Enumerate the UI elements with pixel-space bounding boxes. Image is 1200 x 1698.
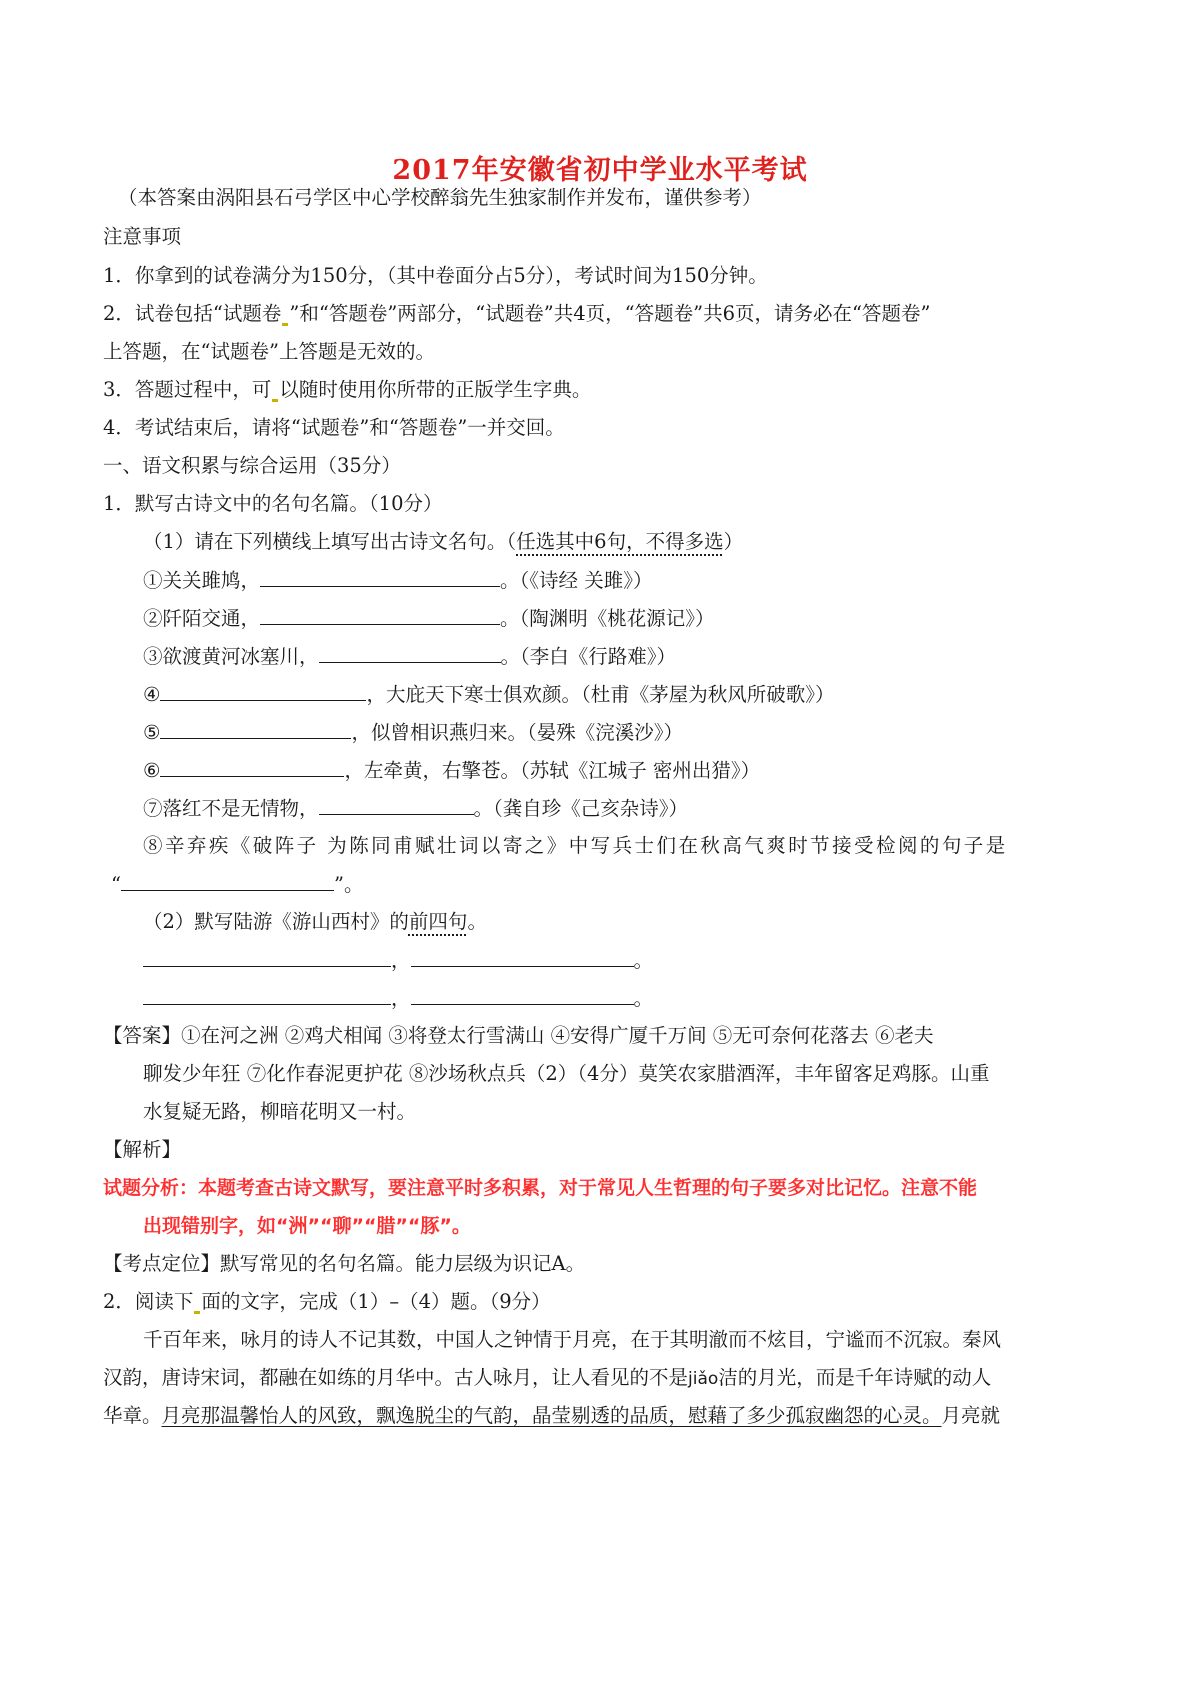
note-2-cont: 上答题，在“试题卷”上答题是无效的。 xyxy=(103,340,435,363)
question-1-part-2: （2）默写陆游《游山西村》的前四句。 xyxy=(143,910,487,933)
underlined-sentence: 月亮那温馨怡人的风致，飘逸脱尘的气韵，晶莹剔透的品质，慰藉了多少孤寂幽怨的心灵。 xyxy=(161,1404,942,1427)
note-1: 1．你拿到的试卷满分为150分，（其中卷面分占5分），考试时间为150分钟。 xyxy=(103,264,768,287)
note-3: 3．答题过程中，可 以随时使用你所带的正版学生字典。 xyxy=(103,378,592,401)
emphasis-text: 任选其中6句，不得多选 xyxy=(516,530,724,553)
answer-blank[interactable] xyxy=(160,682,366,701)
answer-blank[interactable] xyxy=(121,872,334,891)
subtitle: （本答案由涡阳县石弓学区中心学校醉翁先生独家制作并发布，谨供参考） xyxy=(118,186,762,209)
section-1-heading: 一、语文积累与综合运用（35分） xyxy=(103,454,401,477)
answer-blank[interactable] xyxy=(260,568,500,587)
answer-blank[interactable] xyxy=(411,948,634,967)
answer-line-1: 【答案】①在河之洲 ②鸡犬相闻 ③将登太行雪满山 ④安得广厦千万间 ⑤无可奈何花落去 ⑥老夫 xyxy=(103,1024,934,1047)
fill-item-4: ④ ，大庇天下寒士俱欢颜。（杜甫《茅屋为秋风所破歌》） xyxy=(143,683,835,706)
answer-blank[interactable] xyxy=(319,796,474,815)
question-1-part-1: （1）请在下列横线上填写出古诗文名句。（任选其中6句，不得多选） xyxy=(143,530,744,553)
answer-blank[interactable] xyxy=(319,644,501,663)
answer-blank[interactable] xyxy=(411,986,634,1005)
answer-blank[interactable] xyxy=(143,986,391,1005)
answer-blank[interactable] xyxy=(160,720,351,739)
poem-blank-line-1: ， 。 xyxy=(143,948,653,973)
fill-item-7: ⑦落红不是无情物， 。（龚自珍《己亥杂诗》） xyxy=(143,797,689,820)
note-4: 4．考试结束后，请将“试题卷”和“答题卷”一并交回。 xyxy=(103,416,565,439)
passage-line-1: 千百年来，咏月的诗人不记其数，中国人之钟情于月亮，在于其明澈而不炫目，宁谧而不沉寂。秦风 xyxy=(143,1328,1002,1351)
page-title: 2017年安徽省初中学业水平考试 xyxy=(392,155,808,186)
answer-line-2: 聊发少年狂 ⑦化作春泥更护花 ⑧沙场秋点兵（2）（4分）莫笑农家腊酒浑，丰年留客足鸡豚。山重 xyxy=(143,1062,990,1085)
fill-item-3: ③欲渡黄河冰塞川， 。（李白《行路难》） xyxy=(143,645,677,668)
question-2-heading: 2．阅读下 面的文字，完成（1）–（4）题。（9分） xyxy=(103,1290,551,1313)
answer-line-3: 水复疑无路，柳暗花明又一村。 xyxy=(143,1100,417,1123)
fill-item-1: ①关关雎鸠， 。（《诗经 关雎》） xyxy=(143,569,653,592)
poem-blank-line-2: ， 。 xyxy=(143,986,653,1011)
analysis-line-1: 试题分析：本题考查古诗文默写，要注意平时多积累，对于常见人生哲理的句子要多对比记忆。注意不能 xyxy=(103,1177,978,1199)
fill-item-5: ⑤ ，似曾相识燕归来。（晏殊《浣溪沙》） xyxy=(143,721,683,744)
passage-line-2: 汉韵，唐诗宋词，都融在如练的月华中。古人咏月，让人看见的不是jiǎo洁的月光，而是千年诗赋的动人 xyxy=(103,1366,992,1389)
fill-item-8-blank-line: “ ”。 xyxy=(111,873,364,896)
highlight-mark xyxy=(282,323,288,326)
answer-blank[interactable] xyxy=(260,606,500,625)
analysis-line-2: 出现错别字，如“洲”“聊”“腊”“豚”。 xyxy=(143,1215,471,1237)
emphasis-text: 前四句 xyxy=(408,910,468,933)
fill-item-8: ⑧辛弃疾《破阵子 为陈同甫赋壮词以寄之》中写兵士们在秋高气爽时节接受检阅的句子是 xyxy=(143,834,1008,857)
notes-heading: 注意事项 xyxy=(103,225,182,248)
passage-line-3: 华章。月亮那温馨怡人的风致，飘逸脱尘的气韵，晶莹剔透的品质，慰藉了多少孤寂幽怨的心灵。月亮就 xyxy=(103,1404,1001,1427)
fill-item-2: ②阡陌交通， 。（陶渊明《桃花源记》） xyxy=(143,607,715,630)
pinyin-text: jiǎo xyxy=(688,1369,719,1389)
fill-item-6: ⑥ ，左牵黄，右擎苍。（苏轼《江城子 密州出猎》） xyxy=(143,759,761,782)
kaodian-line: 【考点定位】默写常见的名句名篇。能力层级为识记A。 xyxy=(103,1252,586,1275)
answer-blank[interactable] xyxy=(160,758,344,777)
analysis-label: 【解析】 xyxy=(103,1138,182,1161)
highlight-mark xyxy=(194,1311,200,1314)
question-1-heading: 1．默写古诗文中的名句名篇。（10分） xyxy=(103,492,443,515)
highlight-mark xyxy=(272,399,278,402)
answer-label: 【答案】 xyxy=(103,1024,182,1047)
answer-blank[interactable] xyxy=(143,948,391,967)
note-2: 2．试卷包括“试题卷 ”和“答题卷”两部分，“试题卷”共4页，“答题卷”共6页，请务必在“答题卷” xyxy=(103,302,931,325)
